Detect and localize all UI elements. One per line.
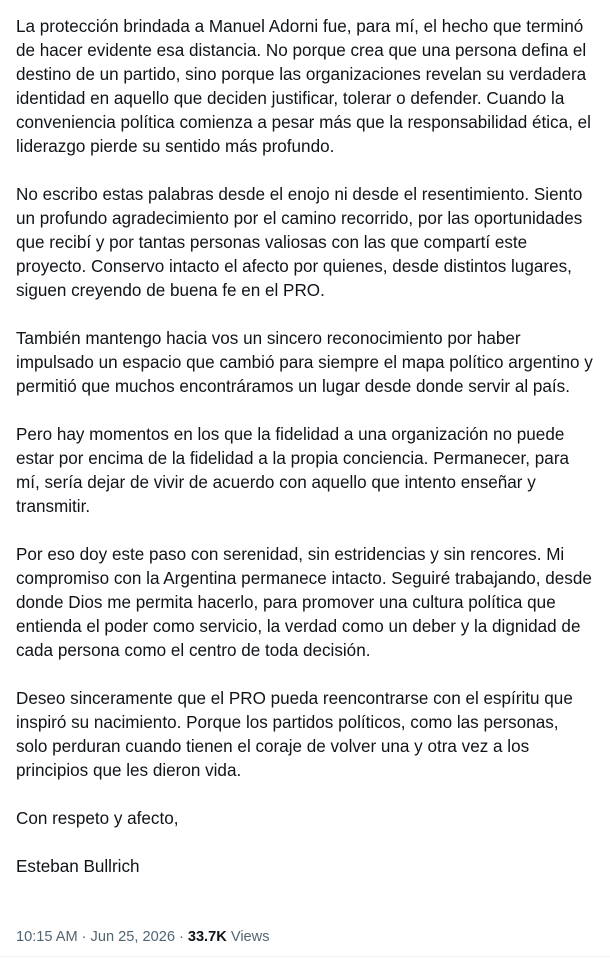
post-divider: [0, 956, 610, 957]
post-paragraph-4: Pero hay momentos en los que la fidelidad a una organización no puede estar por encima de la fidelidad a la propia conciencia. Permanecer, para mí, sería dejar de vivir de acuerdo con aquello que intento enseñar y transmitir.: [16, 425, 570, 516]
post-time: 10:15 AM: [16, 929, 78, 945]
post-signature: Esteban Bullrich: [16, 857, 140, 876]
post-meta: [16, 927, 270, 947]
post-paragraph-2: No escribo estas palabras desde el enojo ni desde el resentimiento. Siento un profundo agradecimiento por el camino recorrido, por las oportunidades que recibí y por tantas personas valiosas con las que compartí este proyecto. Conservo intacto el afecto por quienes, desde distintos lugares, siguen creyendo de buena fe en el PRO.: [16, 185, 583, 300]
post-paragraph-5: Por eso doy este paso con serenidad, sin estridencias y sin rencores. Mi compromiso con la Argentina permanece intacto. Seguiré trabajando, desde donde Dios me permita hacerlo, para promover una cultura política que entienda el poder como servicio, la verdad como un deber y la dignidad de cada persona como el centro de toda decisión.: [16, 545, 592, 660]
views-count: 33.7K: [187, 929, 227, 945]
post-closing: Con respeto y afecto,: [16, 809, 179, 828]
post-paragraph-3: También mantengo hacia vos un sincero reconocimiento por haber impulsado un espacio que cambió para siempre el mapa político argentino y permitió que muchos encontráramos un lugar desde donde servir al país.: [16, 329, 593, 396]
post-timestamp[interactable]: [16, 929, 175, 945]
meta-separator: ·: [81, 929, 87, 945]
post-paragraph-1: La protección brindada a Manuel Adorni fue, para mí, el hecho que terminó de hacer evidente esa distancia. No porque crea que una persona defina el destino de un partido, sino porque las organizaciones revelan su verdadera identidad en aquello que deciden justificar, tolerar o defender. Cuando la conveniencia política comienza a pesar más que la responsabilidad ética, el liderazgo pierde su sentido más profundo.: [16, 17, 591, 156]
post-paragraph-6: Deseo sinceramente que el PRO pueda reencontrarse con el espíritu que inspiró su nacimiento. Porque los partidos políticos, como las personas, solo perduran cuando tienen el coraje de volver una y otra vez a los principios que les dieron vida.: [16, 689, 573, 780]
views-label: Views: [230, 929, 270, 945]
meta-separator-2: ·: [178, 929, 184, 945]
post-date: Jun 25, 2026: [90, 929, 175, 945]
